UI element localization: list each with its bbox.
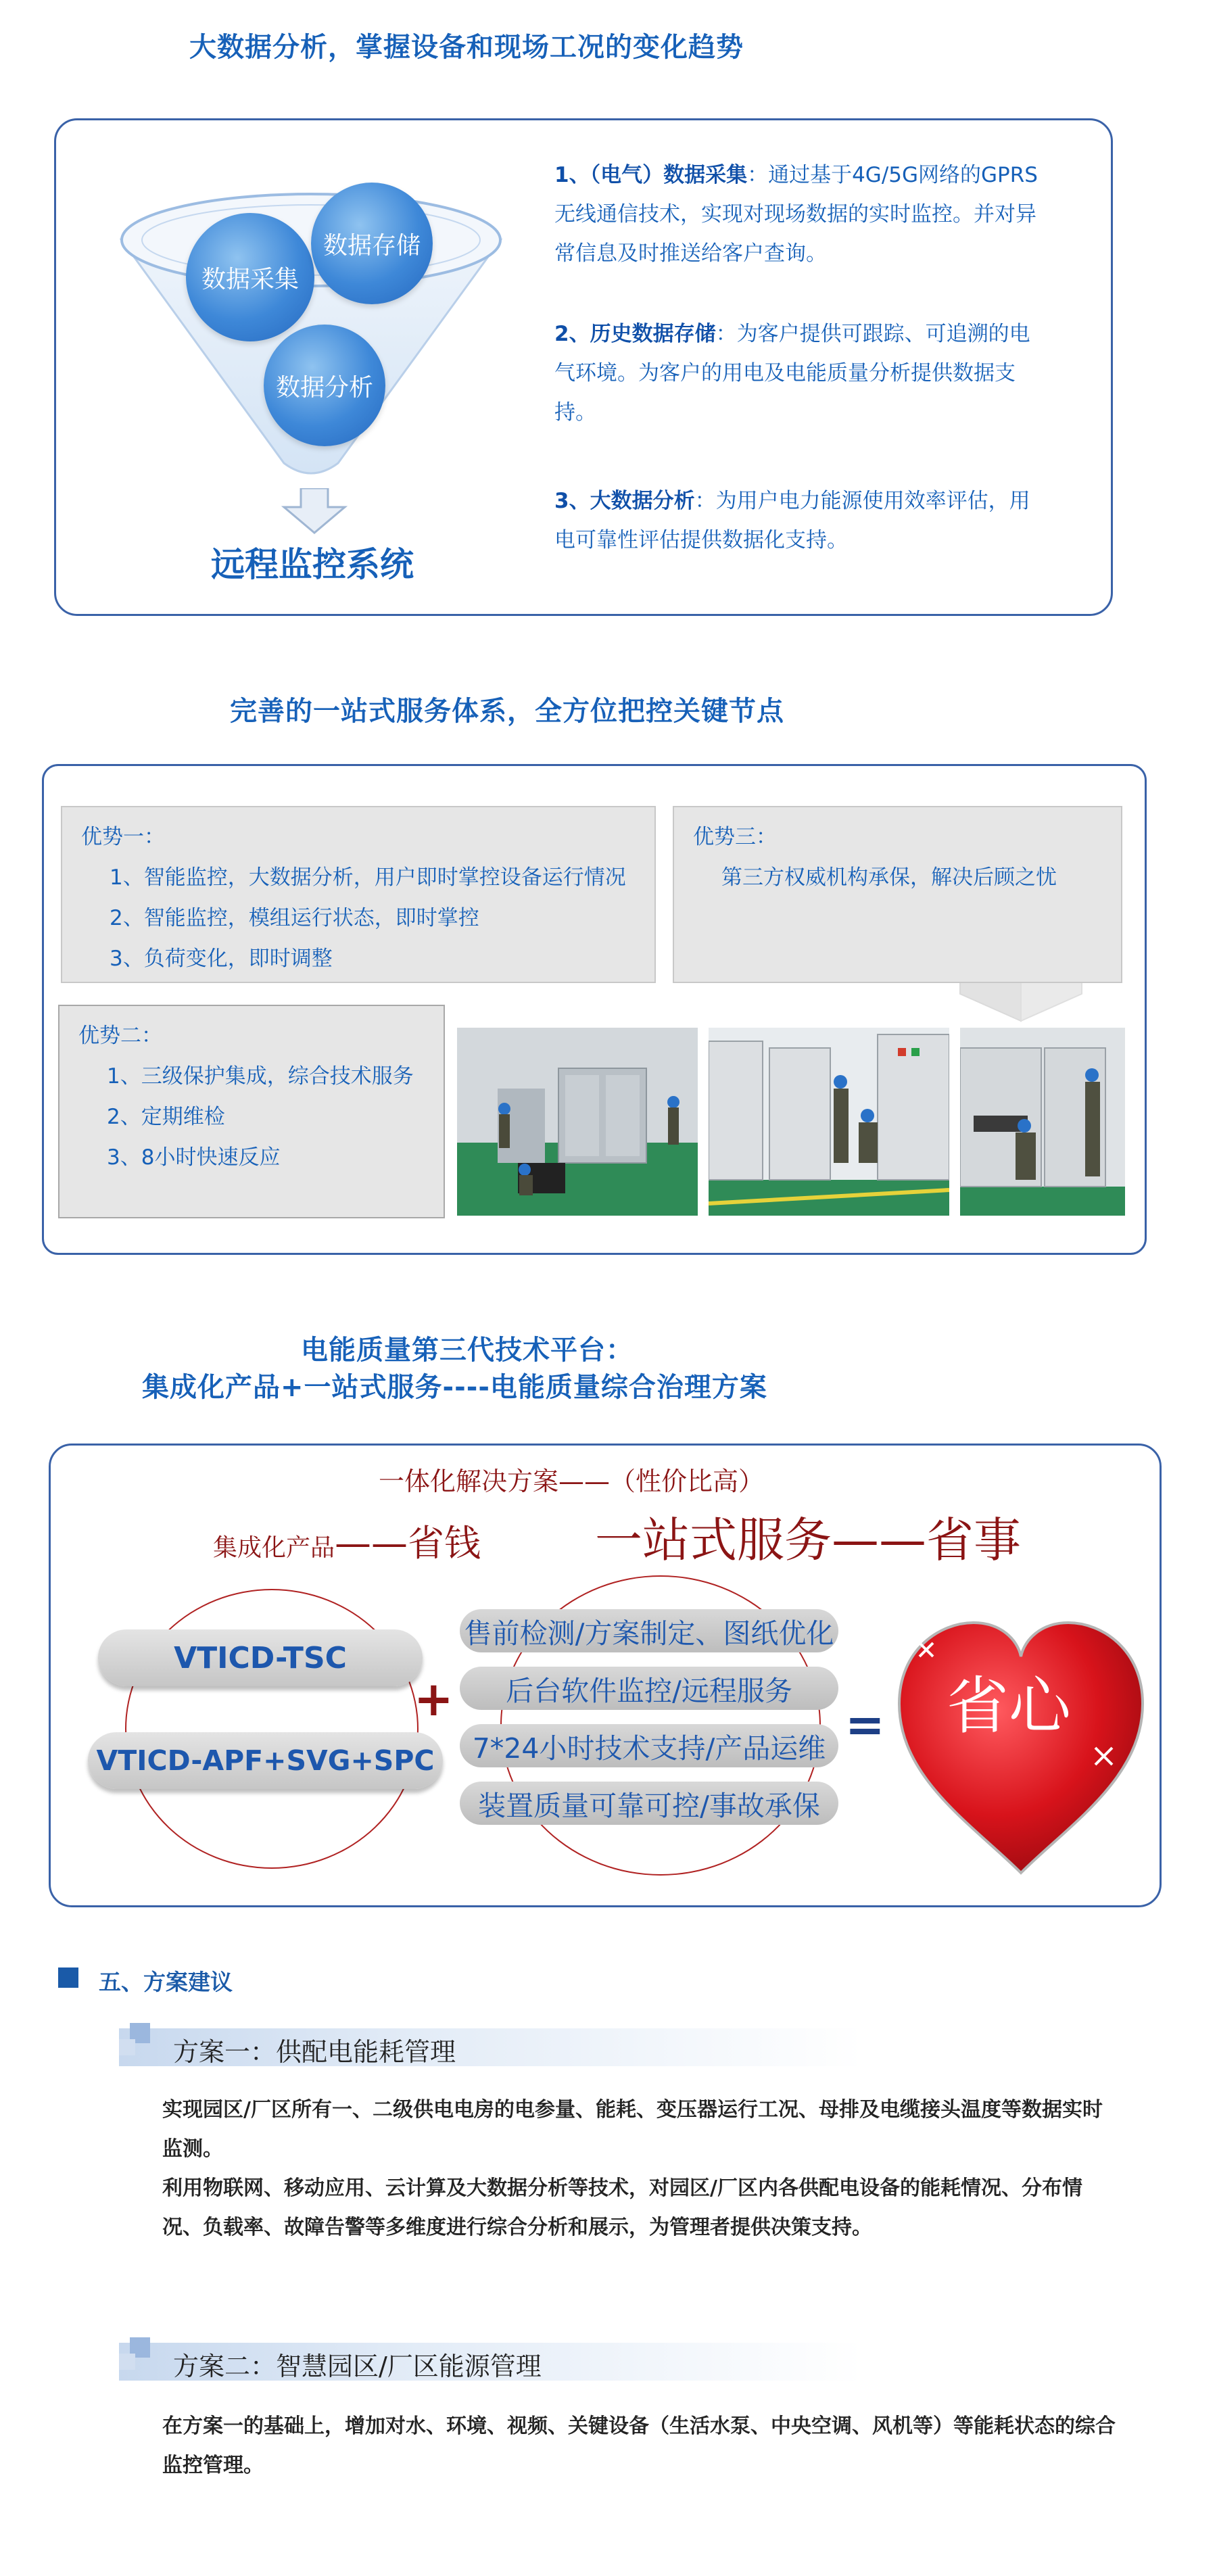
service-item-3: 7*24小时技术支持/产品运维 xyxy=(460,1724,838,1767)
worker-photo-3-icon xyxy=(960,1028,1125,1216)
s1-item-2-prefix: 2、历史数据存储 xyxy=(554,322,716,346)
circle-data-analysis: 数据分析 xyxy=(264,325,385,446)
advantage-one-item-2: 2、智能监控，模组运行状态，即时掌控 xyxy=(110,906,479,930)
vticd-tsc-pill: VTICD-TSC xyxy=(98,1629,423,1686)
circle-data-storage: 数据存储 xyxy=(311,183,433,304)
plan1-label: 方案一：供配电能耗管理 xyxy=(173,2037,456,2067)
down-arrow-icon xyxy=(281,488,348,535)
advantage-two-heading: 优势二： xyxy=(78,1024,162,1048)
service-item-2: 后台软件监控/远程服务 xyxy=(460,1667,838,1710)
s1-item-3-text: ：为用户电力能源使用效率评估，用电可靠性评估提供数据化支持。 xyxy=(554,489,1030,552)
advantage-two-box xyxy=(58,1005,445,1218)
integrated-product-small: 集成化产品 xyxy=(213,1534,335,1562)
section2-title: 完善的一站式服务体系，全方位把控关键节点 xyxy=(230,696,784,727)
plan2-square-icon xyxy=(116,2336,157,2377)
plan1-paragraph-2: 利用物联网、移动应用、云计算及大数据分析等技术，对园区/厂区内各供配电设备的能耗情况、分布情况、负载率、故障告警等多维度进行综合分析和展示，为管理者提供决策支持。 xyxy=(162,2176,1082,2239)
plan2-label: 方案二：智慧园区/厂区能源管理 xyxy=(173,2352,542,2381)
remote-monitoring-title: 远程监控系统 xyxy=(211,545,414,584)
advantage-two-item-1: 1、三级保护集成，综合技术服务 xyxy=(107,1064,414,1089)
photo-switchgear-room xyxy=(457,1028,698,1216)
advantage-two-item-3: 3、8小时快速反应 xyxy=(107,1145,281,1170)
integrated-product-big: ——省钱 xyxy=(335,1522,481,1565)
equals-sign: = xyxy=(845,1697,885,1752)
photo-cabinet-inspection xyxy=(709,1028,949,1216)
s1-item-3-prefix: 3、大数据分析 xyxy=(554,489,695,513)
section-marker-icon xyxy=(58,1967,78,1988)
funnel-graphic xyxy=(108,172,514,510)
integrated-product-label xyxy=(213,1514,481,1567)
advantage-one-item-1: 1、智能监控，大数据分析，用户即时掌控设备运行情况 xyxy=(110,865,626,890)
section3-title-line1: 电能质量第三代技术平台： xyxy=(301,1335,634,1366)
plan1-paragraph-1: 实现园区/厂区所有一、二级供电电房的电参量、能耗、变压器运行工况、母排及电缆接头温度等数据实时监测。 xyxy=(162,2098,1103,2161)
s1-item-1-prefix: 1、（电气）数据采集 xyxy=(554,163,748,187)
advantage-one-item-3: 3、负荷变化，即时调整 xyxy=(110,947,333,971)
plus-sign: + xyxy=(414,1671,454,1727)
photo-panel-maintenance xyxy=(960,1028,1125,1216)
advantage-one-box xyxy=(61,806,656,983)
advantage-three-heading: 优势三： xyxy=(693,825,777,849)
advantage-two-item-2: 2、定期维检 xyxy=(107,1105,225,1129)
s1-item-1-text: ：通过基于4G/5G网络的GPRS无线通信技术，实现对现场数据的实时监控。并对异常信息及时推送给客户查询。 xyxy=(554,163,1038,266)
s1-item-1 xyxy=(554,156,1041,273)
heart-text: 省心 xyxy=(947,1670,1072,1742)
advantage-three-item-1: 第三方权威机构承保，解决后顾之忧 xyxy=(721,865,1057,890)
advantage-one-heading: 优势一： xyxy=(81,825,165,849)
s1-item-3 xyxy=(554,481,1041,560)
plan2-paragraph-1: 在方案一的基础上，增加对水、环境、视频、关键设备（生活水泵、中央空调、风机等）等能耗状态的综合监控管理。 xyxy=(162,2414,1116,2477)
advantage-three-box xyxy=(673,806,1122,983)
plan1-square-icon xyxy=(116,2022,157,2062)
worker-photo-1-icon xyxy=(457,1028,698,1216)
vticd-apf-pill: VTICD-APF+SVG+SPC xyxy=(88,1732,443,1789)
service-item-4: 装置质量可靠可控/事故承保 xyxy=(460,1782,838,1825)
service-item-1: 售前检测/方案制定、图纸优化 xyxy=(460,1609,838,1652)
s1-item-2-text: ：为客户提供可跟踪、可追溯的电气环境。为客户的用电及电能质量分析提供数据支持。 xyxy=(554,322,1030,425)
section1-title: 大数据分析，掌握设备和现场工况的变化趋势 xyxy=(189,32,744,63)
worker-photo-2-icon xyxy=(709,1028,949,1216)
integrated-solution-subtitle: 一体化解决方案——（性价比高） xyxy=(379,1466,765,1496)
section4-heading: 五、方案建议 xyxy=(99,1969,233,1995)
heart-graphic xyxy=(892,1609,1149,1880)
circle-data-collection: 数据采集 xyxy=(186,213,314,341)
s1-item-2 xyxy=(554,314,1041,432)
one-stop-service-label: 一站式服务——省事 xyxy=(595,1512,1021,1568)
section3-title-line2: 集成化产品+一站式服务----电能质量综合治理方案 xyxy=(142,1372,767,1403)
